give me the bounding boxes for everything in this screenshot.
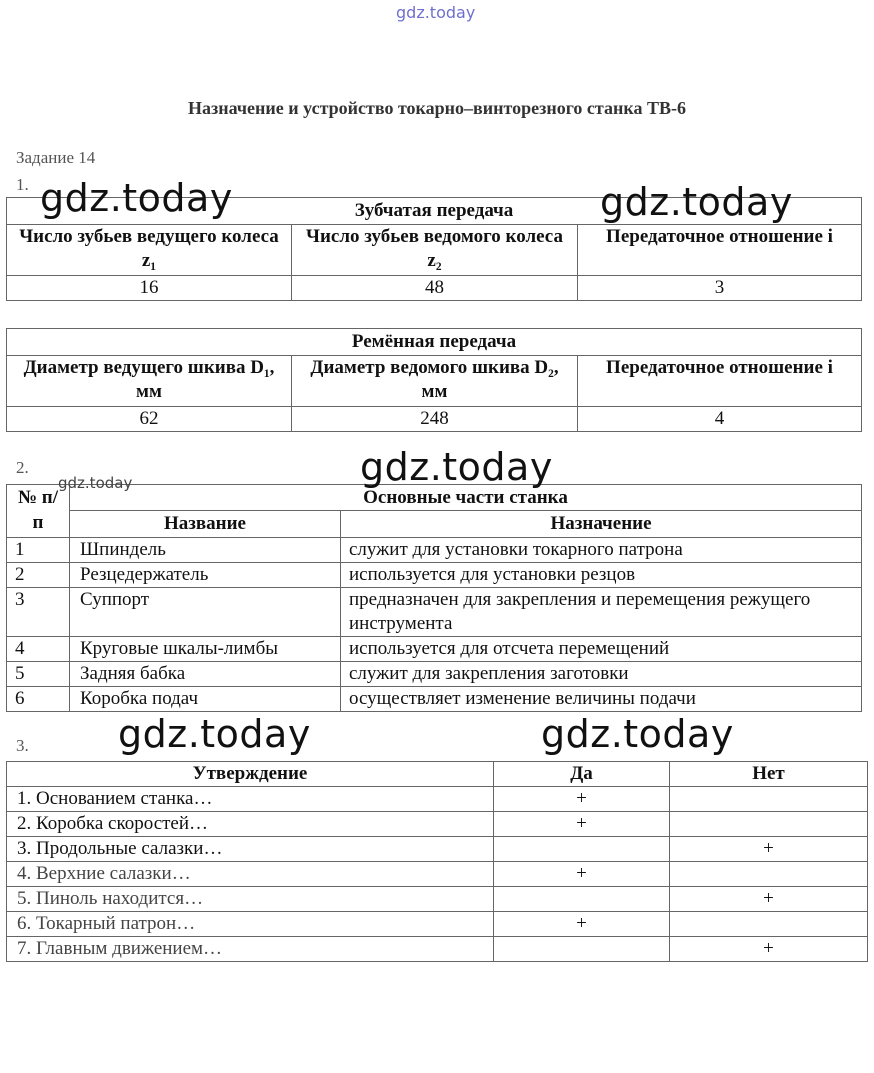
statements-table: [6, 761, 868, 962]
parts-no-header: № п/п: [7, 485, 70, 538]
gear-value-3: 3: [578, 276, 862, 301]
statement-text: 1. Основанием станка…: [7, 787, 494, 812]
statement-text: 7. Главным движением…: [7, 937, 494, 962]
parts-name-header: Название: [70, 511, 341, 538]
table-row: [7, 862, 868, 887]
part-number: 6: [7, 687, 70, 712]
table-row: [7, 812, 868, 837]
table-row: [7, 662, 862, 687]
task-label: Задание 14: [16, 148, 96, 167]
parts-main-header: Основные части станка: [70, 485, 862, 511]
table-row: [7, 937, 868, 962]
part-number: 1: [7, 538, 70, 563]
part-number: 4: [7, 637, 70, 662]
parts-purpose-header: Назначение: [341, 511, 862, 538]
table-row: [7, 887, 868, 912]
watermark-large: gdz.today: [118, 712, 311, 756]
yes-mark: [494, 837, 670, 862]
watermark-large: gdz.today: [360, 445, 553, 489]
belt-col2-header: Диаметр ведомого шкива D₂, мм: [292, 356, 578, 407]
belt-value-1: 62: [7, 407, 292, 432]
belt-value-3: 4: [578, 407, 862, 432]
yes-mark: +: [494, 912, 670, 937]
parts-table: [6, 484, 862, 712]
statement-text: 4. Верхние салазки…: [7, 862, 494, 887]
watermark-small: gdz.today: [58, 474, 133, 492]
statement-text: 5. Пиноль находится…: [7, 887, 494, 912]
table-row: [7, 912, 868, 937]
part-purpose: служит для закрепления заготовки: [341, 662, 862, 687]
no-mark: +: [670, 937, 868, 962]
part-purpose: предназначен для закрепления и перемещения режущего инструмента: [341, 588, 862, 637]
no-mark: [670, 812, 868, 837]
belt-table: [6, 328, 862, 432]
gear-col2-header: Число зубьев ведомого колеса z₂: [292, 225, 578, 276]
yes-mark: +: [494, 812, 670, 837]
part-purpose: осуществляет изменение величины подачи: [341, 687, 862, 712]
gear-col1-header: Число зубьев ведущего колеса z₁: [7, 225, 292, 276]
yes-mark: +: [494, 862, 670, 887]
statement-text: 2. Коробка скоростей…: [7, 812, 494, 837]
no-mark: +: [670, 887, 868, 912]
table-row: [7, 588, 862, 637]
part-purpose: используется для установки резцов: [341, 563, 862, 588]
section3-number: 3.: [16, 736, 29, 755]
belt-caption: Ремённая передача: [7, 329, 862, 356]
part-name: Резцедержатель: [70, 563, 341, 588]
part-name: Коробка подач: [70, 687, 341, 712]
watermark-large: gdz.today: [600, 180, 793, 224]
yes-mark: [494, 887, 670, 912]
statement-header: Утверждение: [7, 762, 494, 787]
gear-value-1: 16: [7, 276, 292, 301]
belt-col3-header: Передаточное отношение i: [578, 356, 862, 407]
part-name: Круговые шкалы-лимбы: [70, 637, 341, 662]
gear-col3-header: Передаточное отношение i: [578, 225, 862, 276]
table-row: [7, 687, 862, 712]
yes-mark: [494, 937, 670, 962]
no-mark: [670, 862, 868, 887]
table-row: [7, 538, 862, 563]
no-mark: +: [670, 837, 868, 862]
part-number: 2: [7, 563, 70, 588]
table-row: [7, 787, 868, 812]
table-row: [7, 837, 868, 862]
part-number: 3: [7, 588, 70, 637]
section1-number: 1.: [16, 175, 29, 194]
part-number: 5: [7, 662, 70, 687]
yes-mark: +: [494, 787, 670, 812]
no-mark: [670, 912, 868, 937]
section2-number: 2.: [16, 458, 29, 477]
belt-col1-header: Диаметр ведущего шкива D₁, мм: [7, 356, 292, 407]
part-name: Суппорт: [70, 588, 341, 637]
statement-text: 3. Продольные салазки…: [7, 837, 494, 862]
no-mark: [670, 787, 868, 812]
table-row: [7, 563, 862, 588]
page-title: Назначение и устройство токарно–винторезного станка ТВ-6: [188, 98, 686, 118]
part-purpose: используется для отсчета перемещений: [341, 637, 862, 662]
watermark-large: gdz.today: [541, 712, 734, 756]
watermark-large: gdz.today: [40, 176, 233, 220]
part-name: Задняя бабка: [70, 662, 341, 687]
part-purpose: служит для установки токарного патрона: [341, 538, 862, 563]
no-header: Нет: [670, 762, 868, 787]
yes-header: Да: [494, 762, 670, 787]
statement-text: 6. Токарный патрон…: [7, 912, 494, 937]
part-name: Шпиндель: [70, 538, 341, 563]
gear-caption: Зубчатая передача: [7, 198, 862, 225]
watermark-top: gdz.today: [396, 3, 476, 22]
table-row: [7, 637, 862, 662]
gear-value-2: 48: [292, 276, 578, 301]
belt-value-2: 248: [292, 407, 578, 432]
